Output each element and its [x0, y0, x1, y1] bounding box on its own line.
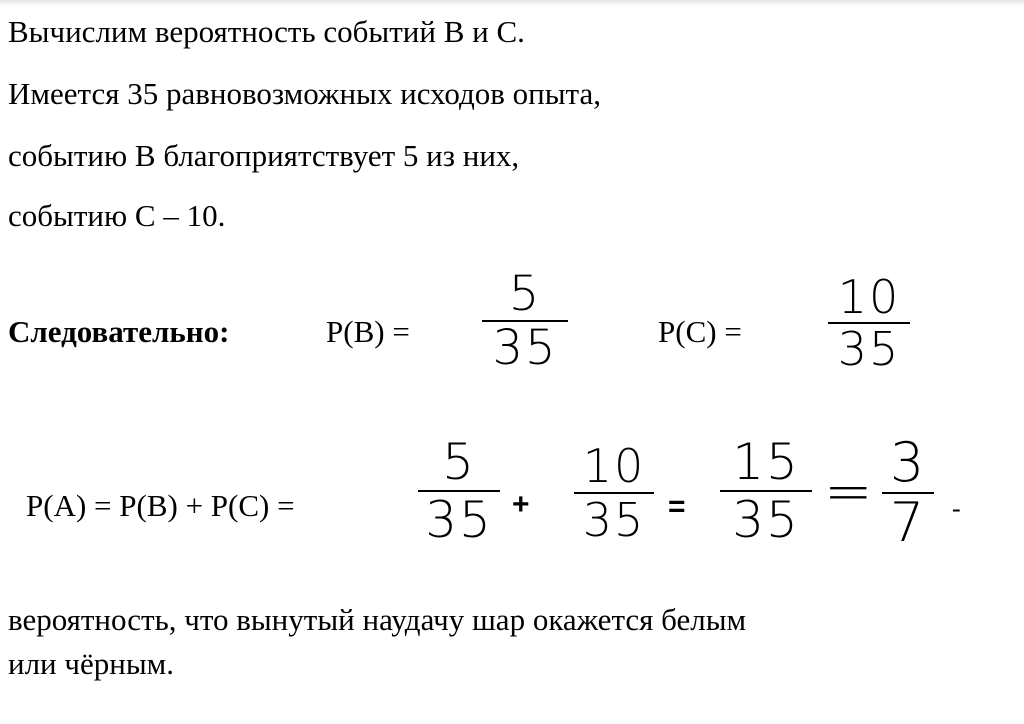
- sum-fraction-1: [418, 434, 500, 548]
- pc-label: Р(С) =: [658, 314, 742, 349]
- intro-line-1: Вычислим вероятность событий В и С.: [8, 14, 525, 49]
- sum-fraction-3: [720, 434, 812, 548]
- pc-fraction: [828, 272, 910, 374]
- intro-line-3: событию В благоприятствует 5 из них,: [8, 138, 520, 173]
- pc-numerator: 10: [837, 270, 901, 324]
- conclusion-line-1: вероятность, что вынутый наудачу шар окажется белым: [8, 602, 747, 637]
- conclusion-line-2: или чёрным.: [8, 646, 175, 681]
- plus-sign: +: [512, 488, 530, 521]
- equals-sign-2: =: [824, 457, 873, 525]
- pb-label: Р(В) =: [326, 314, 410, 349]
- equals-sign-1: =: [668, 490, 686, 523]
- sum-fraction-4-numerator: 3: [889, 431, 927, 494]
- slide-top-edge: [0, 0, 1024, 6]
- sum-fraction-2: [574, 440, 654, 546]
- pb-fraction: [482, 268, 568, 374]
- sum-fraction-4-denominator: 7: [889, 491, 927, 554]
- pb-numerator: 5: [508, 266, 542, 322]
- sum-fraction-1-numerator: 5: [442, 433, 476, 491]
- sum-fraction-1-denominator: 35: [425, 491, 493, 549]
- pc-denominator: 35: [837, 322, 901, 376]
- therefore-label: Следовательно:: [8, 314, 230, 349]
- sum-fraction-2-numerator: 10: [582, 439, 646, 493]
- pa-sum-label: Р(А) = Р(В) + Р(С) =: [26, 488, 295, 523]
- sum-fraction-3-numerator: 15: [732, 433, 800, 491]
- trailing-dash: -: [952, 494, 961, 523]
- pb-denominator: 35: [492, 320, 558, 376]
- sum-fraction-2-denominator: 35: [582, 493, 646, 547]
- intro-line-2: Имеется 35 равновозможных исходов опыта,: [8, 76, 601, 111]
- sum-fraction-3-denominator: 35: [732, 491, 800, 549]
- intro-line-4: событию С – 10.: [8, 198, 226, 233]
- sum-fraction-4: [882, 431, 934, 554]
